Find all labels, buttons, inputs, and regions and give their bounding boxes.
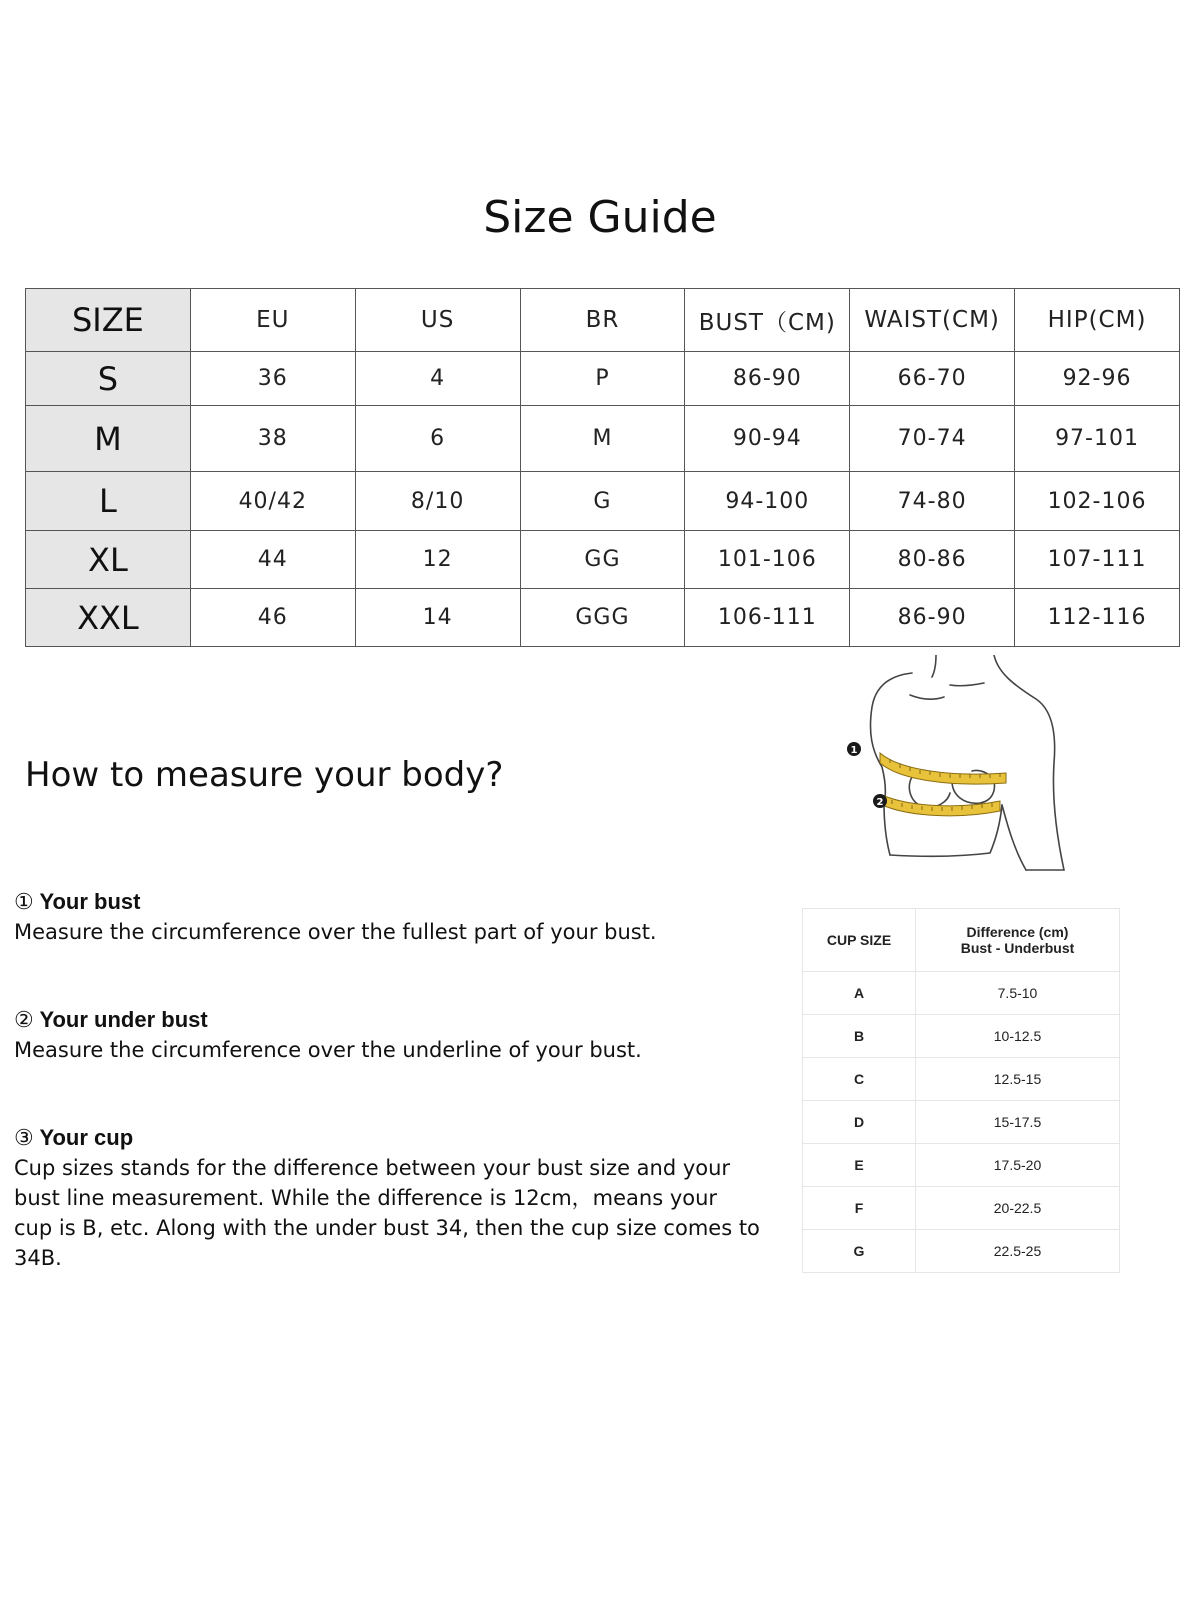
waist-cell: 86-90 [850, 589, 1015, 647]
cup-cell: C [803, 1058, 916, 1101]
table-row [803, 1187, 1120, 1230]
table-row [803, 972, 1120, 1015]
hip-cell: 102-106 [1015, 472, 1180, 531]
eu-cell: 46 [190, 589, 355, 647]
us-cell: 8/10 [355, 472, 520, 531]
header-hip: HIP(CM) [1015, 289, 1180, 352]
table-row [26, 352, 1180, 406]
hip-cell: 112-116 [1015, 589, 1180, 647]
body-measurement-illustration [840, 655, 1100, 895]
table-row [803, 1015, 1120, 1058]
br-cell: M [520, 406, 685, 472]
section-title: Your cup [39, 1125, 134, 1150]
us-cell: 4 [355, 352, 520, 406]
br-cell: GG [520, 531, 685, 589]
bust-cell: 101-106 [685, 531, 850, 589]
bust-cell: 106-111 [685, 589, 850, 647]
header-eu: EU [190, 289, 355, 352]
section-heading [14, 1123, 804, 1153]
eu-cell: 38 [190, 406, 355, 472]
table-row [26, 406, 1180, 472]
cup-table-header [803, 909, 1120, 972]
br-cell: GGG [520, 589, 685, 647]
difference-cell: 7.5-10 [916, 972, 1120, 1015]
size-cell: XL [26, 531, 191, 589]
size-table [25, 288, 1180, 647]
header-waist: WAIST(CM) [850, 289, 1015, 352]
section-title: Your bust [39, 889, 141, 914]
header-difference [916, 909, 1120, 972]
waist-cell: 80-86 [850, 531, 1015, 589]
cup-cell: A [803, 972, 916, 1015]
eu-cell: 36 [190, 352, 355, 406]
section-your-bust [14, 887, 804, 947]
br-cell: G [520, 472, 685, 531]
difference-cell: 15-17.5 [916, 1101, 1120, 1144]
header-br: BR [520, 289, 685, 352]
table-row [26, 472, 1180, 531]
bust-cell: 94-100 [685, 472, 850, 531]
header-difference-line2: Bust - Underbust [960, 940, 1075, 956]
section-description: Measure the circumference over the underline of your bust. [14, 1038, 642, 1062]
us-cell: 6 [355, 406, 520, 472]
marker-1-label: 1 [850, 745, 858, 756]
us-cell: 12 [355, 531, 520, 589]
header-size: SIZE [26, 289, 191, 352]
header-difference-line1: Difference (cm) [966, 924, 1069, 940]
br-cell: P [520, 352, 685, 406]
waist-cell: 66-70 [850, 352, 1015, 406]
page-title: Size Guide [483, 192, 717, 243]
section-number: ③ [14, 1125, 34, 1150]
eu-cell: 40/42 [190, 472, 355, 531]
section-title: Your under bust [39, 1007, 208, 1032]
header-cup-size: CUP SIZE [803, 909, 916, 972]
hip-cell: 92-96 [1015, 352, 1180, 406]
eu-cell: 44 [190, 531, 355, 589]
cup-cell: F [803, 1187, 916, 1230]
cup-cell: G [803, 1230, 916, 1273]
header-us: US [355, 289, 520, 352]
size-cell: XXL [26, 589, 191, 647]
torso-outline [870, 655, 1064, 870]
table-row [803, 1144, 1120, 1187]
cup-cell: B [803, 1015, 916, 1058]
section-your-under-bust [14, 1005, 804, 1065]
difference-cell: 17.5-20 [916, 1144, 1120, 1187]
section-number: ① [14, 889, 34, 914]
waist-cell: 74-80 [850, 472, 1015, 531]
section-your-cup [14, 1123, 804, 1273]
difference-cell: 20-22.5 [916, 1187, 1120, 1230]
size-cell: M [26, 406, 191, 472]
hip-cell: 97-101 [1015, 406, 1180, 472]
measure-title: How to measure your body? [25, 755, 504, 795]
waist-cell: 70-74 [850, 406, 1015, 472]
table-row [803, 1230, 1120, 1273]
cup-cell: E [803, 1144, 916, 1187]
size-table-header [26, 289, 1180, 352]
section-heading [14, 1005, 804, 1035]
bust-cell: 90-94 [685, 406, 850, 472]
section-number: ② [14, 1007, 34, 1032]
table-row [26, 531, 1180, 589]
difference-cell: 12.5-15 [916, 1058, 1120, 1101]
size-cell: L [26, 472, 191, 531]
cup-size-table [802, 908, 1120, 1273]
table-row [803, 1058, 1120, 1101]
table-row [26, 589, 1180, 647]
hip-cell: 107-111 [1015, 531, 1180, 589]
header-bust: BUST（CM) [685, 289, 850, 352]
table-row [803, 1101, 1120, 1144]
marker-2-label: 2 [876, 797, 884, 808]
cup-cell: D [803, 1101, 916, 1144]
size-cell: S [26, 352, 191, 406]
difference-cell: 10-12.5 [916, 1015, 1120, 1058]
section-description: Cup sizes stands for the difference between your bust size and your bust line measurement. While the difference is 12cm，means your cup is B, etc. Along with the under bust 34, then the cup size comes to 34B. [14, 1156, 760, 1270]
bust-tape [880, 753, 1006, 784]
bust-cell: 86-90 [685, 352, 850, 406]
section-description: Measure the circumference over the fullest part of your bust. [14, 920, 657, 944]
section-heading [14, 887, 804, 917]
difference-cell: 22.5-25 [916, 1230, 1120, 1273]
us-cell: 14 [355, 589, 520, 647]
